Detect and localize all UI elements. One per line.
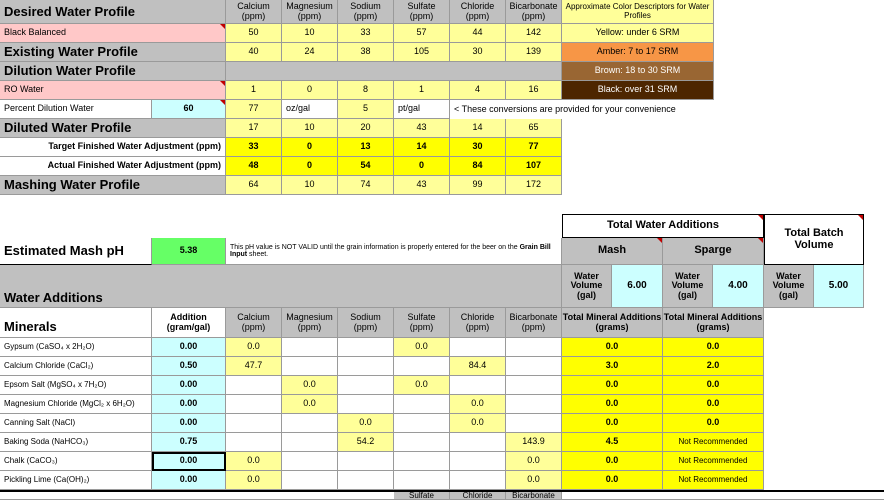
oz-gal-unit: oz/gal [282, 100, 338, 119]
desired-profile-name[interactable]: Black Balanced [0, 24, 226, 43]
mineral-ion-value: 143.9 [506, 433, 562, 452]
mineral-name: Magnesium Chloride (MgCl₂ x 6H₂O) [0, 395, 152, 414]
color-swatch-1: Amber: 7 to 17 SRM [562, 43, 714, 62]
existing-value-4[interactable]: 30 [450, 43, 506, 62]
actual-adjustment-0[interactable]: 48 [226, 157, 282, 176]
dilution-header-fill [226, 62, 562, 81]
pt-gal-unit: pt/gal [394, 100, 450, 119]
desired-value-5[interactable]: 142 [506, 24, 562, 43]
color-descriptor-title: Approximate Color Descriptors for Water Profiles [562, 0, 714, 24]
mash-mineral-total: 0.0 [562, 452, 663, 471]
mashing-value-0[interactable]: 64 [226, 176, 282, 195]
mashing-value-5[interactable]: 172 [506, 176, 562, 195]
mineral-name: Epsom Salt (MgSO₄ x 7H₂O) [0, 376, 152, 395]
mineral-name: Canning Salt (NaCl) [0, 414, 152, 433]
existing-value-2[interactable]: 38 [338, 43, 394, 62]
mineral-ion-value: 0.0 [450, 395, 506, 414]
mineral-name: Calcium Chloride (CaCl₂) [0, 357, 152, 376]
mineral-ion-value: 0.0 [226, 452, 282, 471]
mineral-ion-value: 0.0 [282, 395, 338, 414]
mash-ph-value: 5.38 [152, 238, 226, 265]
ion-header-1: Magnesium (ppm) [282, 0, 338, 24]
desired-value-4[interactable]: 44 [450, 24, 506, 43]
diluted-value-4[interactable]: 14 [450, 119, 506, 138]
mineral-addition-input[interactable]: 0.00 [152, 414, 226, 433]
actual-adjustment-3[interactable]: 0 [394, 157, 450, 176]
ion-header-0: Calcium (ppm) [226, 0, 282, 24]
existing-value-5[interactable]: 139 [506, 43, 562, 62]
target-adjustment-label: Target Finished Water Adjustment (ppm) [0, 138, 226, 157]
mineral-ion-value: 0.0 [506, 471, 562, 490]
sparge-mineral-total: 0.0 [663, 376, 764, 395]
sparge-mineral-total: 2.0 [663, 357, 764, 376]
mineral-addition-input[interactable]: 0.00 [152, 338, 226, 357]
ion-header-3: Sulfate (ppm) [394, 0, 450, 24]
addition-header: Addition (gram/gal) [152, 308, 226, 338]
ph-note-text: This pH value is NOT VALID until the grain information is properly entered for the beer on the Grain Bill Input sheet. [230, 243, 551, 258]
mineral-ion-value: 0.0 [506, 452, 562, 471]
mineral-ion-value [506, 395, 562, 414]
mineral-ion-value [282, 433, 338, 452]
mineral-ion-value [506, 414, 562, 433]
mineral-ion-value [450, 471, 506, 490]
mineral-ion-value [450, 452, 506, 471]
mineral-ion-value [226, 395, 282, 414]
mineral-ion-value [338, 471, 394, 490]
mineral-ion-header-4: Chloride (ppm) [450, 308, 506, 338]
mineral-ion-value: 0.0 [226, 471, 282, 490]
mineral-name: Gypsum (CaSO₄ x 2H₂O) [0, 338, 152, 357]
mineral-ion-value [394, 414, 450, 433]
actual-adjustment-5[interactable]: 107 [506, 157, 562, 176]
mineral-ion-value [282, 471, 338, 490]
minerals-title: Minerals [0, 308, 152, 338]
mashing-value-3[interactable]: 43 [394, 176, 450, 195]
actual-adjustment-2[interactable]: 54 [338, 157, 394, 176]
sparge-mineral-total: Not Recommended [663, 471, 764, 490]
batch-volume-label: Water Volume (gal) [764, 265, 814, 308]
color-swatch-3: Black: over 31 SRM [562, 81, 714, 100]
diluted-profile-title: Diluted Water Profile [0, 119, 226, 138]
mineral-addition-input[interactable]: 0.50 [152, 357, 226, 376]
desired-value-1[interactable]: 10 [282, 24, 338, 43]
mineral-ion-value [394, 471, 450, 490]
mash-mineral-total: 0.0 [562, 414, 663, 433]
target-adjustment-0[interactable]: 33 [226, 138, 282, 157]
mineral-ion-value [394, 357, 450, 376]
dilution-value-1[interactable]: 0 [282, 81, 338, 100]
desired-value-2[interactable]: 33 [338, 24, 394, 43]
sparge-mineral-header: Total Mineral Additions (grams) [663, 308, 764, 338]
mash-header: Mash [562, 238, 663, 265]
mineral-addition-input[interactable]: 0.75 [152, 433, 226, 452]
mineral-addition-input[interactable]: 0.00 [152, 452, 226, 471]
actual-adjustment-4[interactable]: 84 [450, 157, 506, 176]
target-adjustment-3[interactable]: 14 [394, 138, 450, 157]
conversion-note: < These conversions are provided for your convenience [450, 100, 718, 119]
diluted-value-0[interactable]: 17 [226, 119, 282, 138]
mineral-ion-value: 54.2 [338, 433, 394, 452]
estimated-mash-ph-label: Estimated Mash pH [0, 238, 152, 265]
mash-mineral-total: 0.0 [562, 338, 663, 357]
mineral-ion-value: 0.0 [450, 414, 506, 433]
sparge-volume-label: Water Volume (gal) [663, 265, 713, 308]
diluted-value-5[interactable]: 65 [506, 119, 562, 138]
dilution-water-name[interactable]: RO Water [0, 81, 226, 100]
desired-value-3[interactable]: 57 [394, 24, 450, 43]
mineral-ion-value [282, 452, 338, 471]
mineral-name: Baking Soda (NaHCO₃) [0, 433, 152, 452]
mineral-ion-value [338, 395, 394, 414]
mineral-ion-value: 47.7 [226, 357, 282, 376]
mash-mineral-total: 0.0 [562, 376, 663, 395]
dilution-value-0[interactable]: 1 [226, 81, 282, 100]
mineral-ion-value: 84.4 [450, 357, 506, 376]
sparge-mineral-total: Not Recommended [663, 452, 764, 471]
mineral-ion-value [338, 452, 394, 471]
ion-header-5: Bicarbonate (ppm) [506, 0, 562, 24]
mash-mineral-header: Total Mineral Additions (grams) [562, 308, 663, 338]
color-swatch-2: Brown: 18 to 30 SRM [562, 62, 714, 81]
mineral-ion-value [394, 452, 450, 471]
dilution-value-4[interactable]: 4 [450, 81, 506, 100]
bottom-header-1: Chloride [450, 492, 506, 500]
target-adjustment-1[interactable]: 0 [282, 138, 338, 157]
target-adjustment-2[interactable]: 13 [338, 138, 394, 157]
color-swatch-0: Yellow: under 6 SRM [562, 24, 714, 43]
mineral-ion-value [450, 338, 506, 357]
mineral-addition-input[interactable]: 0.00 [152, 395, 226, 414]
mash-mineral-total: 3.0 [562, 357, 663, 376]
mash-mineral-total: 4.5 [562, 433, 663, 452]
mineral-ion-value [506, 338, 562, 357]
mineral-ion-value [226, 414, 282, 433]
mineral-ion-value [506, 357, 562, 376]
mineral-ion-header-0: Calcium (ppm) [226, 308, 282, 338]
mashing-value-4[interactable]: 99 [450, 176, 506, 195]
total-batch-volume-title: Total Batch Volume [764, 214, 864, 265]
mash-mineral-total: 0.0 [562, 395, 663, 414]
sparge-mineral-total: 0.0 [663, 395, 764, 414]
total-water-additions-title: Total Water Additions [562, 214, 764, 238]
actual-adjustment-label: Actual Finished Water Adjustment (ppm) [0, 157, 226, 176]
mashing-profile-title: Mashing Water Profile [0, 176, 226, 195]
dilution-profile-title: Dilution Water Profile [0, 62, 226, 81]
dilution-value-5[interactable]: 16 [506, 81, 562, 100]
mash-mineral-total: 0.0 [562, 471, 663, 490]
batch-volume-input[interactable]: 5.00 [814, 265, 864, 308]
mineral-ion-value [394, 433, 450, 452]
ph-note [226, 238, 562, 265]
bottom-header-2: Bicarbonate [506, 492, 562, 500]
mashing-value-1[interactable]: 10 [282, 176, 338, 195]
bottom-header-0: Sulfate [394, 492, 450, 500]
mineral-addition-input[interactable]: 0.00 [152, 376, 226, 395]
diluted-value-3[interactable]: 43 [394, 119, 450, 138]
diluted-value-1[interactable]: 10 [282, 119, 338, 138]
mineral-ion-value [338, 376, 394, 395]
sparge-mineral-total: 0.0 [663, 338, 764, 357]
existing-value-1[interactable]: 24 [282, 43, 338, 62]
mashing-value-2[interactable]: 74 [338, 176, 394, 195]
mineral-ion-value [282, 357, 338, 376]
mineral-ion-value [506, 376, 562, 395]
dilution-value-3[interactable]: 1 [394, 81, 450, 100]
mineral-ion-value [282, 338, 338, 357]
percent-dilution-input[interactable]: 60 [152, 100, 226, 119]
water-additions-title: Water Additions [4, 290, 103, 306]
oz-gal-value: 77 [226, 100, 282, 119]
sparge-volume-input[interactable]: 4.00 [713, 265, 764, 308]
mineral-ion-value: 0.0 [338, 414, 394, 433]
existing-value-0[interactable]: 40 [226, 43, 282, 62]
desired-profile-title: Desired Water Profile [0, 0, 226, 24]
existing-value-3[interactable]: 105 [394, 43, 450, 62]
sparge-mineral-total: 0.0 [663, 414, 764, 433]
mineral-addition-input[interactable]: 0.00 [152, 471, 226, 490]
mineral-ion-header-2: Sodium (ppm) [338, 308, 394, 338]
mineral-ion-value [338, 338, 394, 357]
target-adjustment-5[interactable]: 77 [506, 138, 562, 157]
sparge-mineral-total: Not Recommended [663, 433, 764, 452]
mineral-ion-value [450, 433, 506, 452]
ion-header-2: Sodium (ppm) [338, 0, 394, 24]
mineral-ion-value: 0.0 [394, 376, 450, 395]
dilution-value-2[interactable]: 8 [338, 81, 394, 100]
mineral-name: Pickling Lime (Ca(OH)₂) [0, 471, 152, 490]
mineral-ion-value [226, 376, 282, 395]
mineral-ion-value [394, 395, 450, 414]
mineral-ion-value [226, 433, 282, 452]
mineral-ion-value [282, 414, 338, 433]
mineral-ion-value: 0.0 [226, 338, 282, 357]
mineral-ion-header-3: Sulfate (ppm) [394, 308, 450, 338]
percent-dilution-label: Percent Dilution Water [0, 100, 152, 119]
mineral-name: Chalk (CaCO₃) [0, 452, 152, 471]
sparge-header: Sparge [663, 238, 764, 265]
mash-volume-label: Water Volume (gal) [562, 265, 612, 308]
mineral-ion-value [338, 357, 394, 376]
mineral-ion-header-1: Magnesium (ppm) [282, 308, 338, 338]
mash-volume-input[interactable]: 6.00 [612, 265, 663, 308]
target-adjustment-4[interactable]: 30 [450, 138, 506, 157]
mineral-ion-value: 0.0 [282, 376, 338, 395]
ion-header-4: Chloride (ppm) [450, 0, 506, 24]
desired-value-0[interactable]: 50 [226, 24, 282, 43]
mineral-ion-header-5: Bicarbonate (ppm) [506, 308, 562, 338]
diluted-value-2[interactable]: 20 [338, 119, 394, 138]
mineral-ion-value: 0.0 [394, 338, 450, 357]
existing-profile-title: Existing Water Profile [0, 43, 226, 62]
mineral-ion-value [450, 376, 506, 395]
pt-gal-value: 5 [338, 100, 394, 119]
actual-adjustment-1[interactable]: 0 [282, 157, 338, 176]
